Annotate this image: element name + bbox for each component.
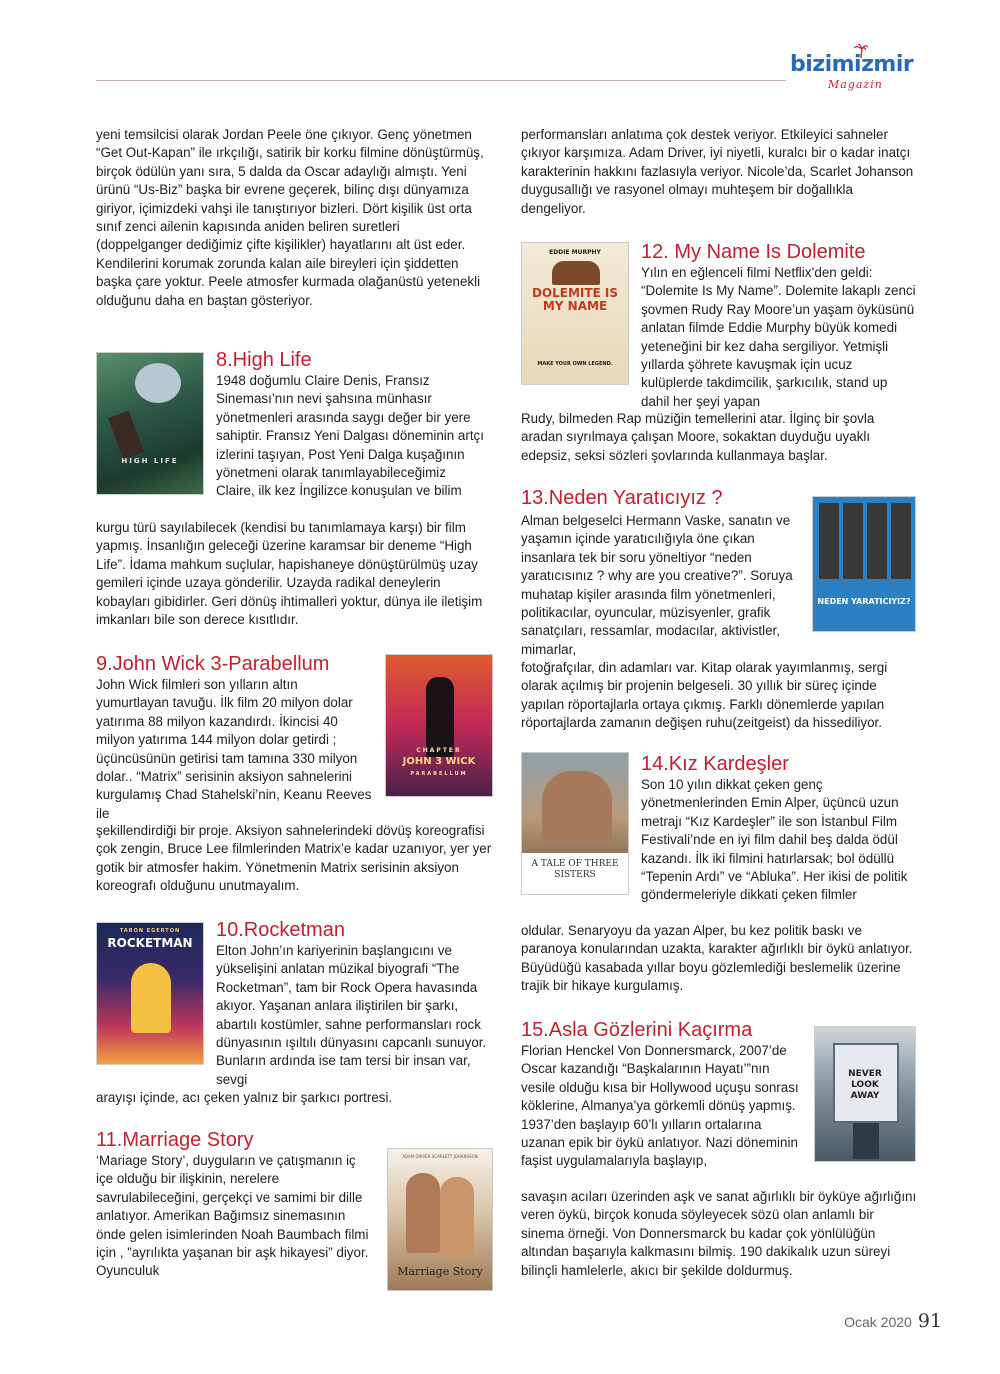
issue-date: Ocak 2020 bbox=[844, 1314, 912, 1330]
john-wick-poster bbox=[385, 654, 493, 797]
marriage-story-poster bbox=[387, 1148, 493, 1291]
heading-high-life: 8.High Life bbox=[216, 349, 312, 371]
brand-logo[interactable] bbox=[790, 52, 920, 92]
asla-gozlerini-kacirma-poster bbox=[814, 1026, 916, 1162]
poster-actors: ADAM DRIVER SCARLETT JOHANSSON bbox=[402, 1154, 478, 1159]
poster-title: Marriage Story bbox=[397, 1265, 483, 1278]
dolemite-poster bbox=[521, 242, 629, 385]
dolemite-wrap-text: Yılın en eğlenceli filmi Netflix’den geldi: “Dolemite Is My Name”. Dolemite lakaplı zenci şovmen Rudy Ray Moore’un yaşam öyküsünü anlatan filmde Eddie Murphy büyük komedi yeteneğini bir kez daha sergiliyor. Yetmişli yıllarda şöhrete kavuşmak için ucuz kulüplerde takdimcilik, şarkıcılık, stand up dahil her şeyi yapan bbox=[641, 265, 916, 409]
rocketman-wrap-text: Elton John’ın kariyerinin başlangıcını ve yükselişini anlatan müzikal biyografi “The Rocketman”, tam bir Rock Opera havasında akıyor. Yaşanan anlara iliştirilen bir şarkı, abartılı kostümler, sahne performansları rock dünyasının ışıltılı dünyasını capcanlı sunuyor. Bunların ardında ise tam tersi bir insan var, sevgi bbox=[216, 943, 487, 1087]
poster-actor: EDDIE MURPHY bbox=[549, 249, 601, 256]
left-intro-text: yeni temsilcisi olarak Jordan Peele öne çıkıyor. Genç yönetmen “Get Out-Kapan” ile ırkçılığı, satirik bir korku filmine dönüştürmüş, birçok ödülün yanı sıra, 5 dalda da Oscar adaylığı almıştı. Yeni ürünü “Us-Biz” başka bir evrene geçerek, bilinç dışı dünyamıza giriyor, içimizdeki vahşi ile tanıştırıyor bizleri. Dört kişilik üst orta sınıf zenci ailenin kapısında aniden beliren suretleri (doppelganger dediğimiz çifte kişilikler) hayatlarını alt üst eder. Kendilerini korumak zorunda kalan aile bireyleri için şiddetten başka çare yoktur. Peele atmosfer kurmada olağanüstü yetenekli olduğunu daha en baştan gösteriyor. bbox=[96, 127, 484, 308]
heading-rocketman: 10.Rocketman bbox=[216, 919, 345, 941]
poster-title: NEDEN YARATICIYIZ? bbox=[817, 597, 911, 606]
asla-gozlerini-kacirma-wrap-text: Florian Henckel Von Donnersmarck, 2007’de Oscar kazandığı “Başkalarının Hayatı’”nın vesile olduğu kısa bir Hollywood uçuşu sonrası köklerine, Almanya’ya görkemli dönüş yapmış. 1937’den başlayıp 60’lı yılların ortalarına uzanan epik bir öykü anlatıyor. Nazi döneminin faşist uygulamalarıyla başlayıp, bbox=[521, 1043, 799, 1169]
poster-title: NEVER LOOK AWAY bbox=[848, 1069, 882, 1101]
high-life-poster bbox=[96, 352, 204, 495]
heading-john-wick: 9.John Wick 3-Parabellum bbox=[96, 653, 330, 675]
right-intro-text: performansları anlatıma çok destek veriyor. Etkileyici sahneler çıkıyor karşımıza. Adam Driver, iyi niyetli, kuralcı bir o kadar inatçı karakterinin hakkını fazlasıyla veriyor. Nicole’da, Scarlet Johanson duygusallığı ve rasyonel olmayı muhteşem bir doğallıkla dengeliyor. bbox=[521, 127, 914, 216]
kiz-kardesler-text: oldular. Senaryoyu da yazan Alper, bu kez politik baskı ve paranoya konularından uzakta, karakter ağırlıklı bir öykü anlatıyor. Büyüdüğü kasabada yıllar boyu gözlemlediği beslemelik üzerine trajik bir hikaye kurgulamış. bbox=[521, 923, 913, 994]
heading-neden-yaraticiyiz: 13.Neden Yaratıcıyız ? bbox=[521, 487, 723, 509]
john-wick-text: şekillendirdiği bir proje. Aksiyon sahnelerindeki dövüş koreografisi çok zengin, Bruce Lee filmlerinden Matrix’e kadar uzanıyor, yer yer gotik bir atmosfer hakim. Yönetmenin Matrix serisinin aksiyon koreografı olduğunu unutmayalım. bbox=[96, 823, 492, 894]
marriage-story-wrap-text: ‘Mariage Story’, duyguların ve çatışmanın iç içe olduğu bir ilişkinin, nerelere savrulabileceğini, gerçekçi ve samimi bir dille anlatıyor. Amerikan Bağımsız sinemasının önde gelen isimlerinden Noah Baumbach filmi için , ”ayrılıkta yaşanan bir aşk hikayesi” diyor. Oyunculuk bbox=[96, 1153, 369, 1279]
heading-kiz-kardesler: 14.Kız Kardeşler bbox=[641, 753, 789, 775]
poster-subtitle: PARABELLUM bbox=[410, 771, 468, 777]
poster-actor: TARON EGERTON bbox=[119, 928, 181, 934]
poster-title: HIGH LIFE bbox=[121, 457, 179, 465]
page-footer bbox=[844, 1310, 942, 1332]
john-wick-wrap-text: John Wick filmleri son yılların altın yumurtlayan tavuğu. İlk film 20 milyon dolar yatırıma 88 milyon kazandırdı. İkincisi 40 milyon yatırıma 144 milyon dolar getirdi ; üçüncüsünün getirisi tam tamına 330 milyon dolar.. “Matrix” serisinin aksiyon sahnelerini kurgulamış Chad Stahelski’nin, Keanu Reeves ile bbox=[96, 677, 372, 821]
neden-yaraticiyiz-poster bbox=[812, 496, 916, 632]
rocketman-text: arayışı içinde, acı çeken yalnız bir şarkıcı portresi. bbox=[96, 1090, 393, 1105]
heading-dolemite: 12. My Name Is Dolemite bbox=[641, 241, 866, 263]
kiz-kardesler-wrap-text: Son 10 yılın dikkat çeken genç yönetmenlerinden Emin Alper, üçüncü uzun metrajı “Kız Kardeşler” ile son İstanbul Film Festivali’nde en iyi film dahil beş dalda ödül kazandı. İlk iki filmini hatırlarsak; bol ödüllü “Tepenin Ardı” ve “Abluka”. Her ikisi de politik göndermeleriyle dikkati çeken filmler bbox=[641, 777, 908, 903]
dolemite-text: Rudy, bilmeden Rap müziğin temellerini atar. İlginç bir şovla aradan sıyrılmaya çalışan Moore, sokaktan duyduğu uyaklı edepsiz, seksi sözleri şovlarında kullanmaya başlar. bbox=[521, 411, 875, 463]
kiz-kardesler-poster bbox=[521, 752, 629, 895]
poster-title: ROCKETMAN bbox=[107, 936, 193, 950]
poster-tagline: MAKE YOUR OWN LEGEND. bbox=[537, 361, 613, 367]
header-rule bbox=[96, 80, 786, 81]
poster-chapter: CHAPTER bbox=[416, 747, 462, 754]
heading-asla-gozlerini-kacirma: 15.Asla Gözlerini Kaçırma bbox=[521, 1019, 753, 1041]
brand-sub: Magazin bbox=[828, 78, 883, 91]
high-life-wrap-text: 1948 doğumlu Claire Denis, Fransız Sineması’nın nevi şahsına münhasır yönetmenleri arasında saygı değer bir yere sahiptir. Fransız Yeni Dalgası döneminin artçı izlerini taşıyan, Post Yeni Dalga kuşağının yönetmeni olarak tanımlayabileceğimiz Claire, ilk kez İngilizce konuşulan ve bilim bbox=[216, 373, 484, 499]
heading-marriage-story: 11.Marriage Story bbox=[96, 1129, 254, 1151]
neden-yaraticiyiz-wrap-text: Alman belgeselci Hermann Vaske, sanatın ve yaşamın içinde yaratıcılığıyla öne çıkan insanlara tek bir soru yöneltiyor “neden yaratıcısınız ? why are you creative?”. Soruya muhatap kişiler arasında film yönetmenleri, politikacılar, oyuncular, müzisyenler, grafik sanatçıları, ressamlar, modacılar, aktivistler, mimarlar, bbox=[521, 513, 793, 657]
poster-title: A TALE OF THREE SISTERS bbox=[531, 859, 619, 880]
neden-yaraticiyiz-text: fotoğrafçılar, din adamları var. Kitap olarak yayımlanmış, sergi olarak açılmış bir projenin belgeseli. 30 yıllık bir süreç içinde yapılan röportajlarla ortaya çıkmış. Farklı dönemlerde yapılan röportajlarda zamanın değişen ruhu(zeitgeist) da hissediliyor. bbox=[521, 660, 888, 731]
brand-name: bizimizmir bbox=[790, 52, 914, 77]
high-life-text: kurgu türü sayılabilecek (kendisi bu tanımlamaya karşı) bir film yapmış. İnsanlığın geleceği üzerine karamsar bir deneme “High Life”. İdama mahkum suçlular, hapishaneye dönüştürülmüş uzay gemileri içinde uzaya gönderilir. Uzayda radikal deneylerin kobayları gibidirler. Geri dönüş ihtimalleri yoktur, dünya ile iletişim imkanları bile son derece kısıtlıdır. bbox=[96, 520, 483, 628]
poster-title: JOHN 3 WICK bbox=[402, 756, 476, 767]
rocketman-poster bbox=[96, 922, 204, 1065]
poster-title: DOLEMITE IS MY NAME bbox=[531, 286, 619, 313]
asla-gozlerini-kacirma-text: savaşın acıları üzerinden aşk ve sanat ağırlıklı bir öyküye ağırlığını veren öykü, birçok konuda söyleyecek sözü olan anlamlı bir sinema örneği. Von Donnersmarck bu kadar çok yönlülüğün altından başarıyla kalkmasını bilmiş. 190 dakikalık uzun süreyi bilinçli hamlelerle, akıcı bir şekilde doldurmuş. bbox=[521, 1189, 917, 1278]
page-number: 91 bbox=[917, 1310, 942, 1332]
